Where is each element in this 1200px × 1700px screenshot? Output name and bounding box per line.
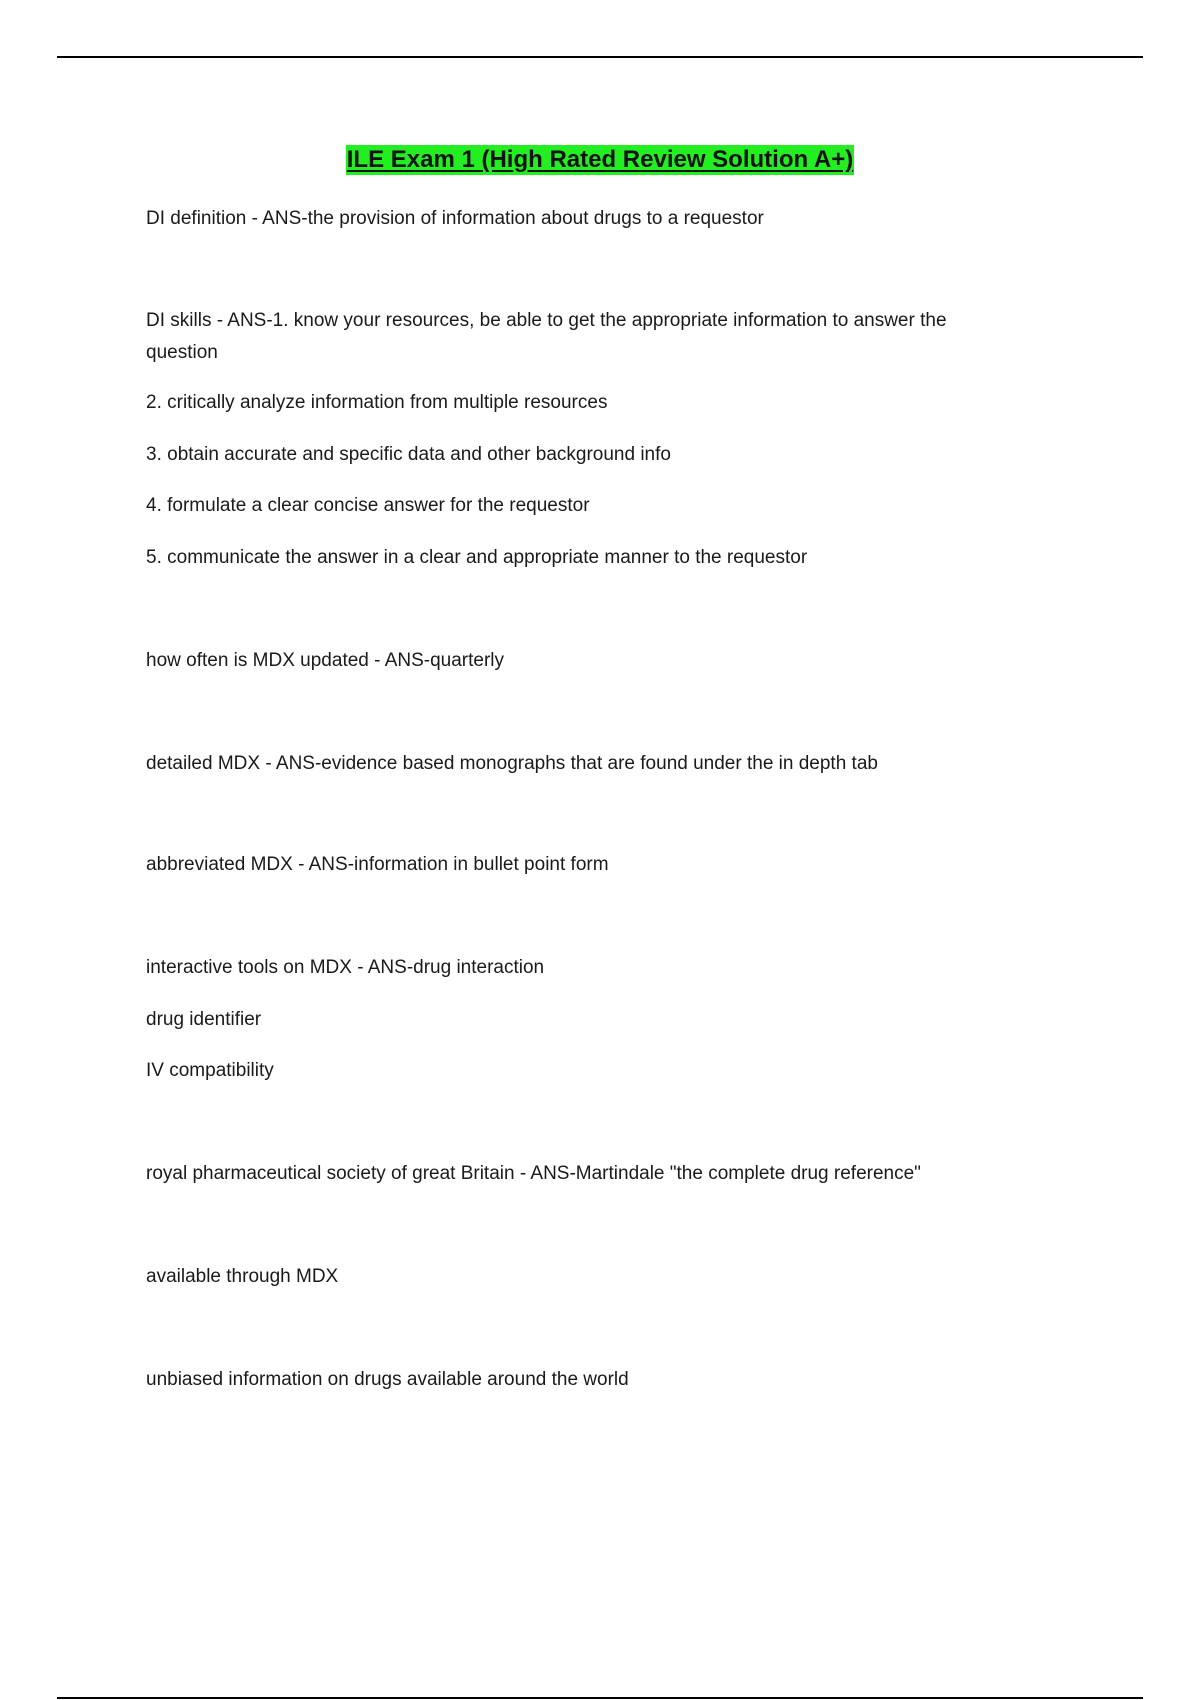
title-container (0, 145, 1200, 175)
text-line-skill-5: 5. communicate the answer in a clear and appropriate manner to the requestor (146, 547, 808, 568)
text-line-available-mdx: available through MDX (146, 1266, 339, 1287)
text-line-detailed-mdx: detailed MDX - ANS-evidence based monographs that are found under the in depth tab (146, 753, 878, 774)
document-title: ILE Exam 1 (High Rated Review Solution A+) (346, 146, 854, 173)
bottom-divider (57, 1697, 1143, 1699)
text-line-di-skills: DI skills - ANS-1. know your resources, be able to get the appropriate information to answer the (146, 310, 947, 331)
text-line-skill-2: 2. critically analyze information from multiple resources (146, 392, 608, 413)
text-line-skill-4: 4. formulate a clear concise answer for the requestor (146, 495, 590, 516)
text-line-drug-identifier: drug identifier (146, 1009, 262, 1030)
text-line-royal-pharmaceutical: royal pharmaceutical society of great Britain - ANS-Martindale "the complete drug reference" (146, 1163, 921, 1184)
text-line-di-definition: DI definition - ANS-the provision of information about drugs to a requestor (146, 208, 764, 229)
text-line-unbiased-info: unbiased information on drugs available around the world (146, 1369, 629, 1390)
text-line-skill-3: 3. obtain accurate and specific data and other background info (146, 444, 671, 465)
text-line-question: question (146, 342, 218, 363)
text-line-interactive-tools: interactive tools on MDX - ANS-drug interaction (146, 957, 545, 978)
text-line-mdx-updated: how often is MDX updated - ANS-quarterly (146, 650, 505, 671)
text-line-abbreviated-mdx: abbreviated MDX - ANS-information in bullet point form (146, 854, 609, 875)
text-line-iv-compatibility: IV compatibility (146, 1060, 274, 1081)
top-divider (57, 56, 1143, 58)
